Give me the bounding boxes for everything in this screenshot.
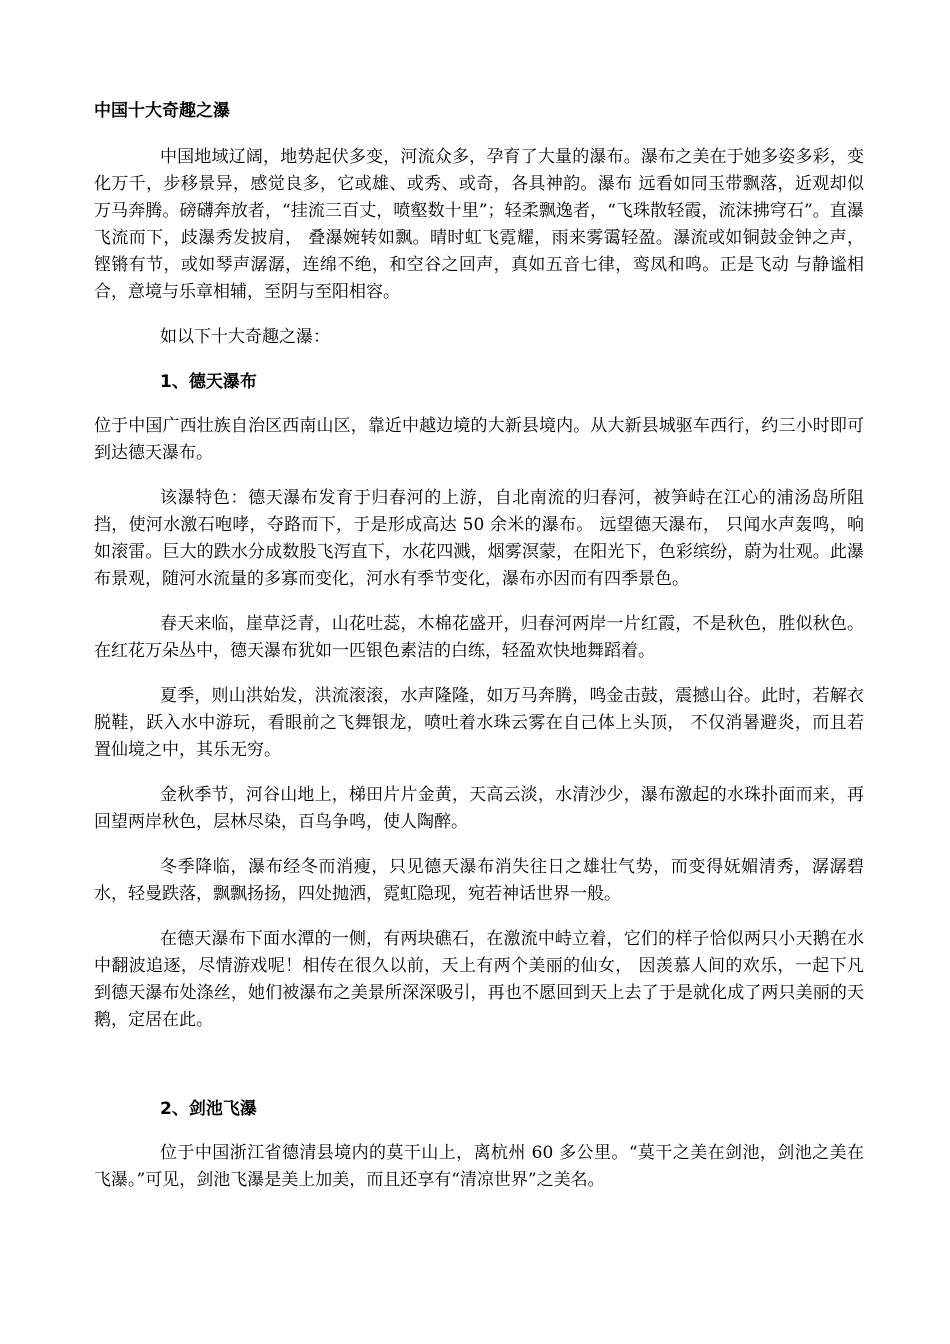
location-paragraph-detian: 位于中国广西壮族自治区西南山区，靠近中越边境的大新县境内。从大新县城驱车西行，约三小时即可到达德天瀑布。	[94, 416, 864, 463]
body-paragraph: 位于中国浙江省德清县境内的莫干山上，离杭州 60 多公里。“莫干之美在剑池，剑池之美在飞瀑。”可见，剑池飞瀑是美上加美，而且还享有“清凉世界”之美名。	[94, 1143, 864, 1190]
document-page	[94, 98, 864, 1212]
body-paragraph: 金秋季节，河谷山地上，梯田片片金黄，天高云淡，水清沙少，瀑布激起的水珠扑面而来，再回望两岸秋色，层林尽染，百鸟争鸣，使人陶醉。	[94, 785, 864, 832]
intro-paragraph: 中国地域辽阔，地势起伏多变，河流众多，孕育了大量的瀑布。瀑布之美在于她多姿多彩，变化万千，步移景异，感觉良多，它或雄、或秀、或奇，各具神韵。瀑布 远看如同玉带飘落，近观却似万马奔腾。磅礴奔放者，“挂流三百丈，喷壑数十里”；轻柔飘逸者，“飞珠散轻霞，流沫拂穹石”。直瀑飞流而下，歧瀑秀发披肩， 叠瀑婉转如飘。晴时虹飞霓耀，雨来雾霭轻盈。瀑流或如铜鼓金钟之声，铿锵有节，或如琴声潺潺，连绵不绝，和空谷之回声，真如五音七律，鸾凤和鸣。正是飞动 与静谧相合，意境与乐章相辅，至阴与至阳相容。	[94, 147, 864, 302]
body-paragraph: 夏季，则山洪始发，洪流滚滚，水声隆隆，如万马奔腾，鸣金击鼓，震撼山谷。此时，若解衣脱鞋，跃入水中游玩，看眼前之飞舞银龙，喷吐着水珠云雾在自己体上头顶， 不仅消暑避炎，而且若置仙境之中，其乐无穷。	[94, 686, 864, 760]
lead-in-paragraph: 如以下十大奇趣之瀑：	[160, 327, 330, 347]
section-heading-detian: 1、德天瀑布	[160, 372, 257, 392]
document-title: 中国十大奇趣之瀑	[94, 101, 230, 121]
body-paragraph: 春天来临，崖草泛青，山花吐蕊，木棉花盛开，归春河两岸一片红霞，不是秋色，胜似秋色。在红花万朵丛中，德天瀑布犹如一匹银色素洁的白练，轻盈欢快地舞蹈着。	[94, 614, 864, 661]
section-heading-jianchi: 2、剑池飞瀑	[160, 1099, 257, 1119]
section-spacer	[94, 1052, 864, 1096]
body-paragraph: 冬季降临，瀑布经冬而消瘦，只见德天瀑布消失往日之雄壮气势，而变得妩媚清秀，潺潺碧水，轻曼跌落，飘飘扬扬，四处抛洒，霓虹隐现，宛若神话世界一般。	[94, 857, 864, 904]
body-paragraph: 在德天瀑布下面水潭的一侧，有两块礁石，在激流中峙立着，它们的样子恰似两只小天鹅在水中翻波追逐，尽情游戏呢！相传在很久以前，天上有两个美丽的仙女， 因羡慕人间的欢乐，一起下凡到德天瀑布处涤丝，她们被瀑布之美景所深深吸引，再也不愿回到天上去了于是就化成了两只美丽的天鹅，定居在此。	[94, 929, 864, 1030]
body-paragraph: 该瀑特色：德天瀑布发育于归春河的上游，自北南流的归春河，被笋峙在江心的浦汤岛所阻挡，使河水激石咆哮，夺路而下，于是形成高达 50 余米的瀑布。 远望德天瀑布， 只闻水声轰鸣，响如滚雷。巨大的跌水分成数股飞泻直下，水花四溅，烟雾溟蒙，在阳光下，色彩缤纷，蔚为壮观。此瀑布景观，随河水流量的多寡而变化，河水有季节变化，瀑布亦因而有四季景色。	[94, 488, 864, 589]
